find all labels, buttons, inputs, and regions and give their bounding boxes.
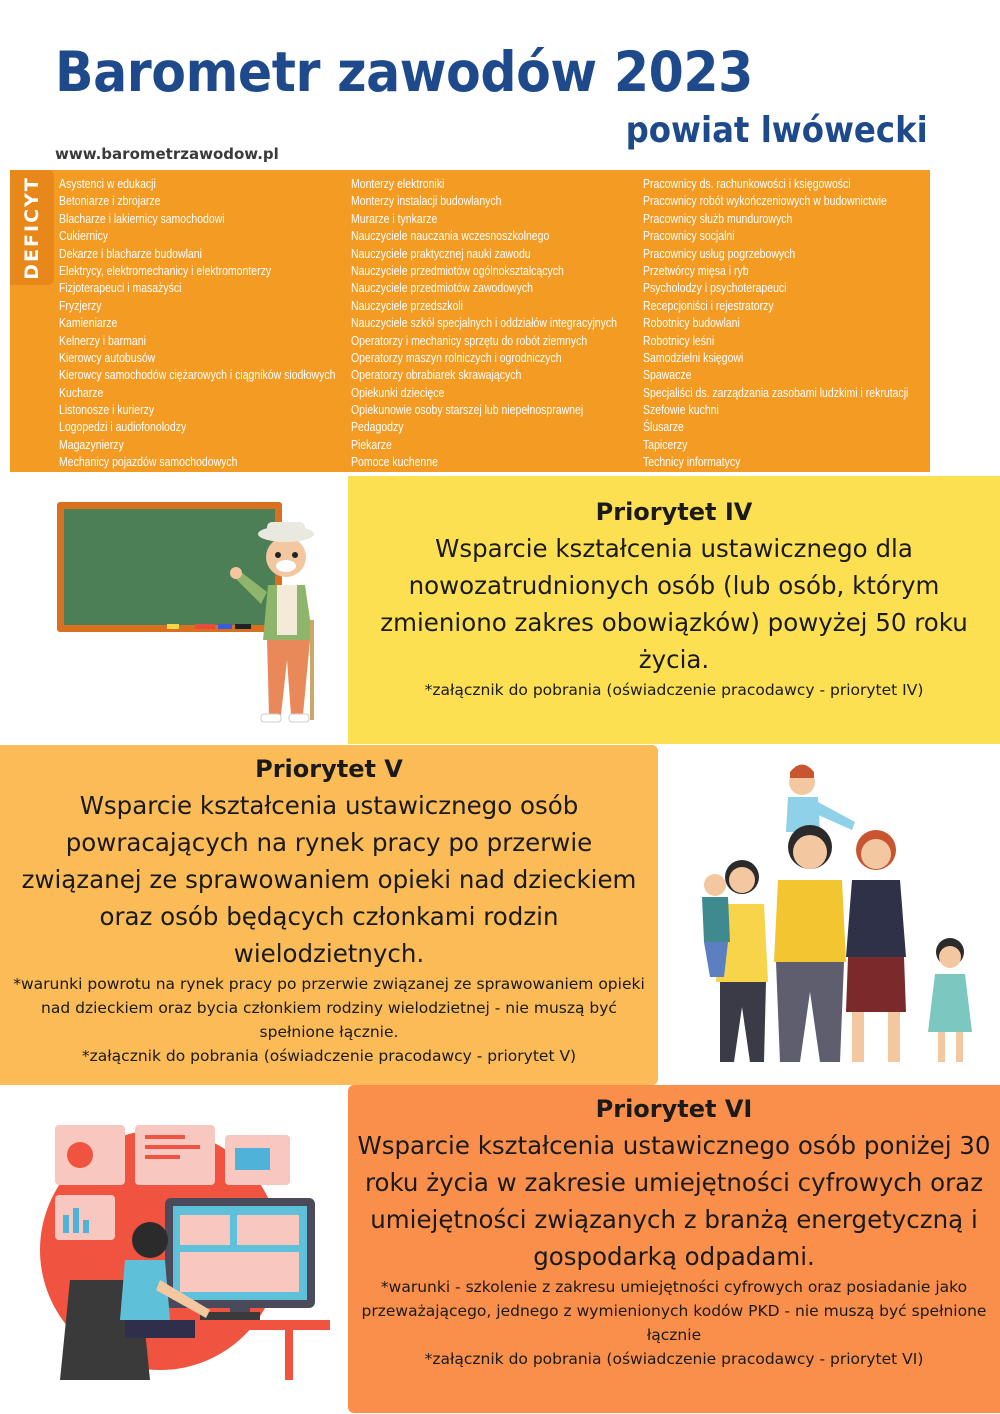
deficit-occupation-item: Monterzy instalacji budowlanych bbox=[351, 193, 502, 209]
deficit-occupation-item: Monterzy elektroniki bbox=[351, 176, 445, 191]
deficit-occupation-item: Technicy informatycy bbox=[643, 454, 741, 470]
deficit-occupation-item: Robotnicy budowlani bbox=[643, 315, 740, 331]
deficit-occupation-item: Kierowcy samochodów ciężarowych i ciągników siodłowych bbox=[59, 367, 336, 383]
elderly-teacher-illustration bbox=[55, 500, 335, 740]
deficit-occupation-item: Fryzjerzy bbox=[59, 297, 102, 313]
priority-iv-description: Wsparcie kształcenia ustawicznego dla nowozatrudnionych osób (lub osób, którym zmieniono zakres obowiązków) powyżej 50 roku życia. bbox=[380, 534, 968, 674]
deficit-occupation-item: Murarze i tynkarze bbox=[351, 210, 438, 226]
priority-v-box bbox=[0, 745, 658, 1085]
deficit-occupation-item: Przetwórcy mięsa i ryb bbox=[643, 262, 749, 278]
deficit-occupation-item: Pracownicy usług pogrzebowych bbox=[643, 245, 796, 261]
deficit-column-1 bbox=[59, 175, 396, 471]
priority-vi-conditions: *warunki - szkolenie z zakresu umiejętności cyfrowych oraz posiadanie jako przeważającego, jednego z wymienionych kodów PKD - nie muszą być spełnione łącznie bbox=[361, 1278, 987, 1344]
deficit-occupation-item: Pracownicy służb mundurowych bbox=[643, 210, 793, 226]
deficit-label: DEFICYT bbox=[21, 175, 43, 280]
deficit-occupation-item: Opiekunki dziecięce bbox=[351, 384, 445, 400]
deficit-occupation-item: Opiekunowie osoby starszej lub niepełnosprawnej bbox=[351, 402, 584, 418]
deficit-occupation-item: Piekarze bbox=[351, 436, 392, 452]
deficit-occupation-item: Kelnerzy i barmani bbox=[59, 332, 146, 348]
deficit-column-2 bbox=[351, 175, 675, 471]
deficit-occupation-item: Pracownicy ds. rachunkowości i księgowości bbox=[643, 176, 851, 191]
header bbox=[0, 0, 1000, 170]
deficit-occupation-item: Cukiernicy bbox=[59, 228, 108, 244]
deficit-occupation-item: Kucharze bbox=[59, 384, 104, 400]
priority-vi-attachment[interactable]: *załącznik do pobrania (oświadczenie pracodawcy - priorytet VI) bbox=[424, 1350, 924, 1368]
deficit-occupation-item: Pracownicy robót wykończeniowych w budownictwie bbox=[643, 193, 887, 209]
deficit-occupation-item: Kierowcy autobusów bbox=[59, 349, 156, 365]
deficit-occupation-item: Szefowie kuchni bbox=[643, 402, 719, 418]
deficit-occupation-item: Operatorzy obrabiarek skrawających bbox=[351, 367, 522, 383]
deficit-occupation-item: Pomoce kuchenne bbox=[351, 454, 438, 470]
deficit-occupation-item: Betoniarze i zbrojarze bbox=[59, 193, 161, 209]
deficit-occupation-item: Mechanicy pojazdów samochodowych bbox=[59, 454, 238, 470]
priority-iv-title: Priorytet IV bbox=[595, 498, 753, 526]
deficit-occupation-item: Samodzielni księgowi bbox=[643, 349, 744, 365]
priority-vi-description: Wsparcie kształcenia ustawicznego osób poniżej 30 roku życia w zakresie umiejętności cyfrowych oraz umiejętności związanych z branżą energetyczną i gospodarką odpadami. bbox=[357, 1131, 991, 1271]
priority-vi-title: Priorytet VI bbox=[595, 1095, 753, 1123]
deficit-occupation-item: Elektrycy, elektromechanicy i elektromonterzy bbox=[59, 262, 272, 278]
deficit-occupation-item: Nauczyciele przedmiotów zawodowych bbox=[351, 280, 533, 296]
deficit-occupation-item: Ślusarze bbox=[643, 419, 684, 435]
deficit-occupation-item: Nauczyciele szkół specjalnych i oddziałów integracyjnych bbox=[351, 315, 617, 331]
deficit-tab bbox=[10, 170, 54, 285]
deficit-column-3 bbox=[643, 175, 967, 471]
deficit-occupation-item: Blacharze i lakiernicy samochodowi bbox=[59, 210, 225, 226]
page-title: Barometr zawodów 2023 bbox=[55, 40, 753, 104]
deficit-occupation-item: Nauczyciele praktycznej nauki zawodu bbox=[351, 245, 531, 261]
deficit-occupation-item: Operatorzy i mechanicy sprzętu do robót ziemnych bbox=[351, 332, 588, 348]
deficit-occupation-item: Nauczyciele przedszkoli bbox=[351, 297, 463, 313]
priority-iv-box bbox=[348, 476, 1000, 744]
priority-v-attachment[interactable]: *załącznik do pobrania (oświadczenie pracodawcy - priorytet V) bbox=[81, 1047, 577, 1065]
deficit-occupation-item: Spawacze bbox=[643, 367, 692, 383]
deficit-occupation-item: Asystenci w edukacji bbox=[59, 176, 156, 191]
deficit-occupation-item: Tapicerzy bbox=[643, 436, 688, 452]
priority-iv-attachment[interactable]: *załącznik do pobrania (oświadczenie pracodawcy - priorytet IV) bbox=[424, 681, 924, 699]
deficit-occupation-item: Specjaliści ds. zarządzania zasobami ludzkimi i rekrutacji bbox=[643, 384, 909, 400]
page-subtitle: powiat lwówecki bbox=[625, 110, 928, 151]
deficit-occupation-item: Kamieniarze bbox=[59, 315, 118, 331]
deficit-occupation-item: Robotnicy leśni bbox=[643, 332, 715, 348]
deficit-occupation-item: Fizjoterapeuci i masażyści bbox=[59, 280, 182, 296]
priority-vi-box bbox=[348, 1085, 1000, 1413]
deficit-occupation-item: Listonosze i kurierzy bbox=[59, 402, 155, 418]
deficit-occupation-item: Pedagodzy bbox=[351, 419, 404, 435]
family-illustration bbox=[680, 752, 985, 1074]
computer-user-illustration bbox=[30, 1120, 330, 1380]
priority-v-conditions: *warunki powrotu na rynek pracy po przerwie związanej ze sprawowaniem opieki nad dzieckiem oraz bycia członkiem rodziny wielodzietnej - nie muszą być spełnione łącznie. bbox=[13, 975, 645, 1041]
website-url[interactable]: www.barometrzawodow.pl bbox=[55, 145, 279, 163]
priority-v-description: Wsparcie kształcenia ustawicznego osób powracających na rynek pracy po przerwie związanej ze sprawowaniem opieki nad dzieckiem oraz osób będących członkami rodzin wielodzietnych. bbox=[21, 791, 637, 968]
deficit-occupation-item: Recepcjoniści i rejestratorzy bbox=[643, 297, 774, 313]
deficit-occupation-item: Nauczyciele przedmiotów ogólnokształcących bbox=[351, 262, 564, 278]
priority-v-title: Priorytet V bbox=[255, 755, 403, 783]
deficit-occupation-item: Nauczyciele nauczania wczesnoszkolnego bbox=[351, 228, 550, 244]
deficit-occupation-item: Psycholodzy i psychoterapeuci bbox=[643, 280, 787, 296]
deficit-occupation-item: Pracownicy socjalni bbox=[643, 228, 735, 244]
deficit-occupation-item: Dekarze i blacharze budowlani bbox=[59, 245, 202, 261]
deficit-occupation-item: Logopedzi i audiofonolodzy bbox=[59, 419, 187, 435]
deficit-occupation-item: Magazynierzy bbox=[59, 436, 124, 452]
deficit-occupation-item: Operatorzy maszyn rolniczych i ogrodniczych bbox=[351, 349, 562, 365]
